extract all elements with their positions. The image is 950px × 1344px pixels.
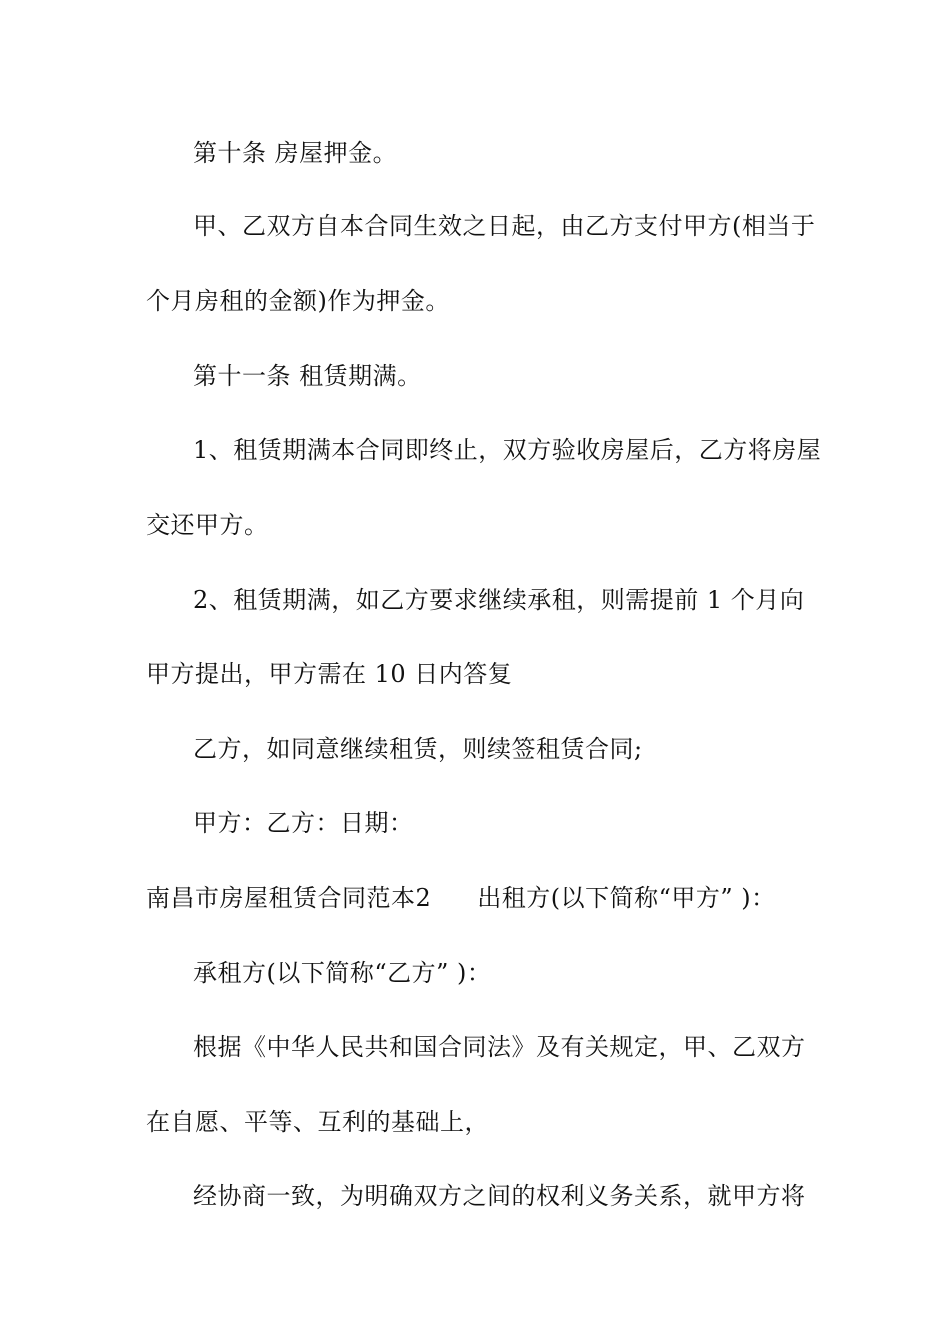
paragraph-line: 交还甲方。 <box>146 511 269 539</box>
paragraph-line: 甲方提出，甲方需在 10 日内答复 <box>146 660 513 688</box>
article-11-heading: 第十一条 租赁期满。 <box>193 362 422 390</box>
lessee-label: 承租方(以下简称“乙方” )： <box>193 959 492 987</box>
article-10-heading: 第十条 房屋押金。 <box>193 139 398 167</box>
paragraph-line: 个月房租的金额)作为押金。 <box>146 287 450 315</box>
paragraph-line: 甲、乙双方自本合同生效之日起，由乙方支付甲方(相当于 <box>193 212 816 240</box>
document-title: 南昌市房屋租赁合同范本2 <box>146 884 432 912</box>
lessor-label: 出租方(以下简称“甲方” )： <box>477 884 776 912</box>
paragraph-line: 根据《中华人民共和国合同法》及有关规定，甲、乙双方 <box>193 1033 806 1061</box>
paragraph-line: 经协商一致，为明确双方之间的权利义务关系，就甲方将 <box>193 1182 806 1210</box>
signature-line: 甲方：乙方：日期： <box>193 809 414 837</box>
paragraph-line: 在自愿、平等、互利的基础上， <box>146 1108 489 1136</box>
paragraph-line: 2、租赁期满，如乙方要求继续承租，则需提前 1 个月向 <box>193 586 805 614</box>
paragraph-line: 乙方，如同意继续租赁，则续签租赁合同; <box>193 735 643 763</box>
paragraph-line: 1、租赁期满本合同即终止，双方验收房屋后，乙方将房屋 <box>193 436 822 464</box>
title-and-lessor-line <box>146 883 846 913</box>
